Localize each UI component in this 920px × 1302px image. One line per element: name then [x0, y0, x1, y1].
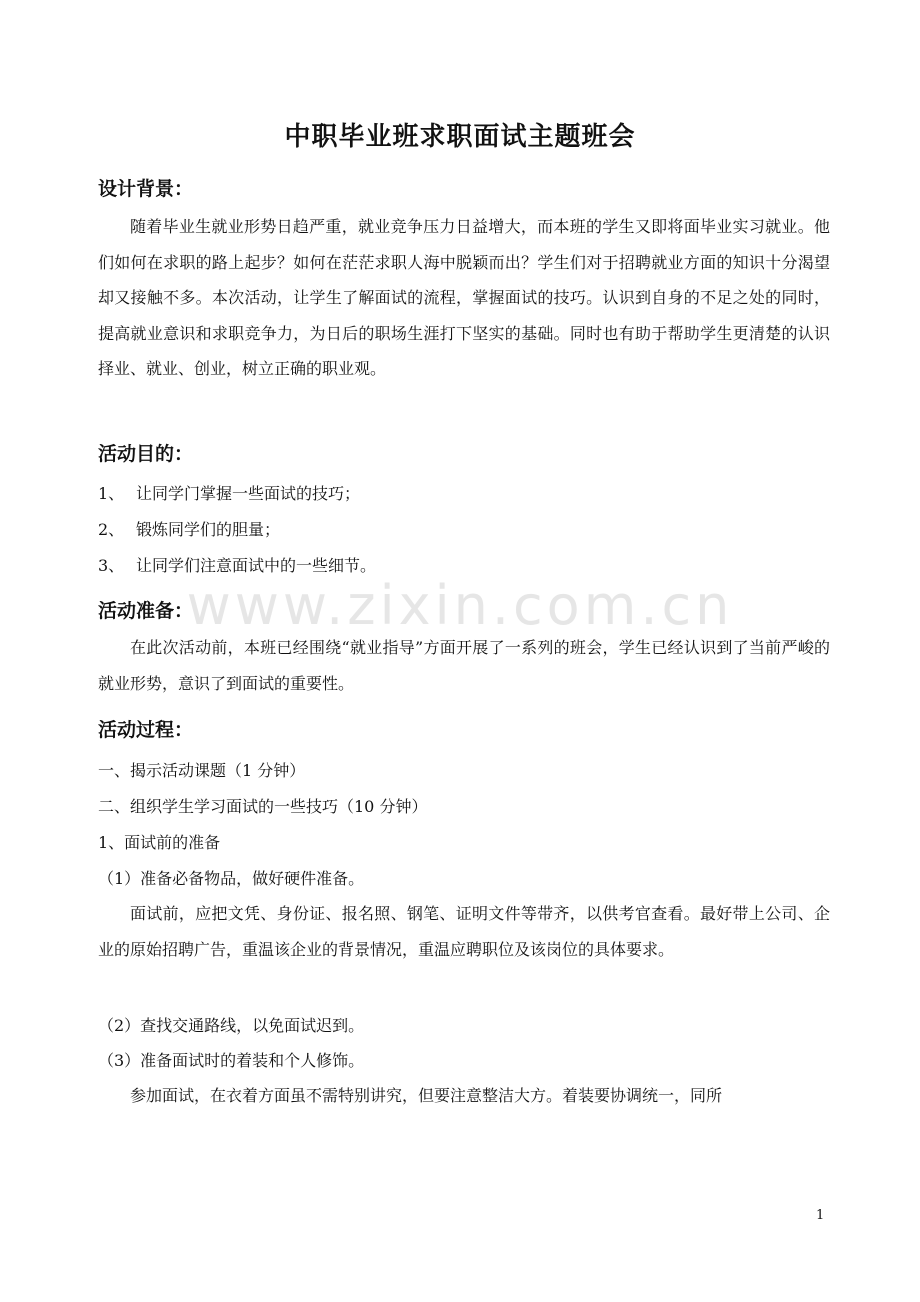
process-line-2: 二、组织学生学习面试的一些技巧（10 分钟）: [98, 797, 428, 816]
preparation-paragraph: 在此次活动前，本班已经围绕“就业指导”方面开展了一系列的班会，学生已经认识到了当前严峻的就业形势，意识了到面试的重要性。: [98, 638, 830, 693]
process-line-3: 1、面试前的准备: [98, 833, 221, 852]
page-number: 1: [816, 1208, 825, 1223]
section-heading-background: 设计背景：: [98, 178, 194, 200]
goal-item-2: [98, 517, 280, 540]
section-heading-process: 活动过程：: [98, 719, 194, 741]
goal-item-1: [98, 481, 360, 504]
watermark: www.zixin.com.cn: [186, 574, 734, 637]
section-heading-preparation: 活动准备：: [98, 600, 194, 622]
goal-item-number: 3、: [98, 556, 125, 575]
process-line-6: （3）准备面试时的着装和个人修饰。: [98, 1051, 365, 1070]
background-paragraph: 随着毕业生就业形势日趋严重，就业竞争压力日益增大，而本班的学生又即将面毕业实习就业。他们如何在求职的路上起步？如何在茫茫求职人海中脱颖而出？学生们对于招聘就业方面的知识十分渴望却又接触不多。本次活动，让学生了解面试的流程，掌握面试的技巧。认识到自身的不足之处的同时，提高就业意识和求职竞争力，为日后的职场生涯打下坚实的基础。同时也有助于帮助学生更清楚的认识择业、就业、创业，树立正确的职业观。: [98, 217, 830, 378]
goal-item-3: [98, 553, 376, 576]
section-heading-goals: 活动目的：: [98, 443, 194, 465]
goal-item-text: 锻炼同学们的胆量；: [136, 520, 281, 539]
goal-item-text: 让同学门掌握一些面试的技巧；: [136, 484, 361, 503]
process-line-4: （1）准备必备物品，做好硬件准备。: [98, 869, 365, 888]
page-title: 中职毕业班求职面试主题班会: [284, 122, 636, 152]
process-paragraph-2: 参加面试，在衣着方面虽不需特别讲究，但要注意整洁大方。着装要协调统一，同所: [130, 1086, 723, 1105]
goal-item-text: 让同学们注意面试中的一些细节。: [136, 556, 377, 575]
process-paragraph-1: 面试前，应把文凭、身份证、报名照、钢笔、证明文件等带齐，以供考官查看。最好带上公司、企业的原始招聘广告，重温该企业的背景情况，重温应聘职位及该岗位的具体要求。: [98, 904, 830, 959]
goal-item-number: 1、: [98, 484, 125, 503]
process-line-5: （2）查找交通路线，以免面试迟到。: [98, 1016, 365, 1035]
goal-item-number: 2、: [98, 520, 125, 539]
process-line-1: 一、揭示活动课题（1 分钟）: [98, 761, 306, 780]
